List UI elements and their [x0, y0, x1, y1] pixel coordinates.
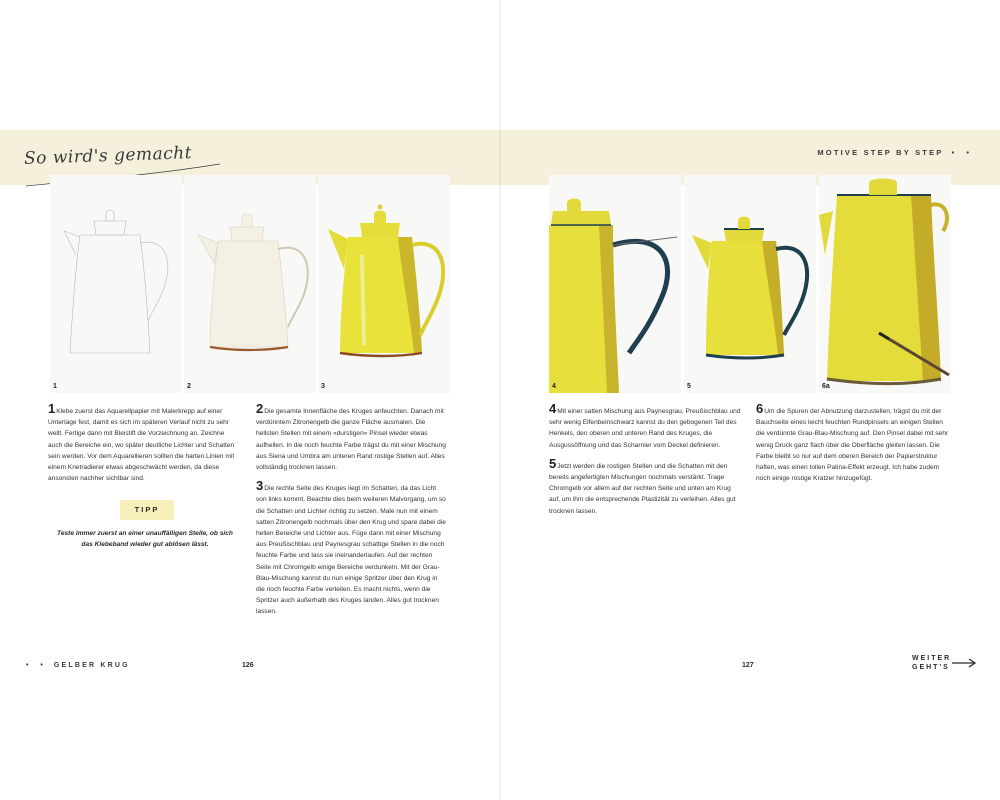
step-body: Klebe zuerst das Aquarellpapier mit Malerkrepp auf einer Unterlage fest, damit es sich im späteren Verlauf nicht zu sehr wellt. Fertige dann mit Bleistift die Vorzeichnung an. Zeichne auch die Bereiche ein, wo später deutliche Lichter und Schatten sein werden. Vor dem Aquarellieren sollten die harten Linien mit einem Knetradierer etwas abgeschwächt werden, da diese ansonsten nachher sichtbar sind.	[48, 408, 235, 483]
footer-dots: • •	[26, 662, 48, 669]
step-number: 4	[549, 401, 557, 416]
page-number-right: 127	[742, 662, 754, 669]
jug-closeup-with-brush-illustration	[819, 175, 951, 393]
pale-washed-jug-illustration	[184, 175, 316, 393]
step-number: 5	[549, 455, 557, 471]
photo-number: 2	[187, 383, 191, 390]
yellow-jug-illustration	[318, 175, 450, 393]
step-2-3-text	[256, 401, 448, 624]
step-photo-5	[684, 175, 816, 393]
step-number: 6	[756, 401, 764, 416]
step-photo-2	[184, 175, 316, 393]
arrow-right-icon[interactable]	[952, 658, 978, 668]
next-label-line2: GEHT'S	[912, 664, 950, 671]
script-title: So wird's gemacht	[23, 143, 193, 169]
step-6-text	[756, 401, 952, 490]
section-header	[817, 148, 974, 157]
step-photo-1	[50, 175, 182, 393]
photo-number: 6a	[822, 383, 830, 390]
step-body: Mit einer satten Mischung aus Paynesgrau, Preußischblau und sehr wenig Elfenbeinschwarz kannst du den gebogenen Teil des Henkels, den oberen und unteren Rand des Kruges, die Ausgussöffnung und das Scharnier vom Deckel definieren.	[549, 408, 741, 449]
tip-label: TIPP	[120, 500, 174, 520]
step-1-text	[48, 401, 238, 490]
step-photo-6a	[819, 175, 951, 393]
pencil-sketch-jug-illustration	[50, 175, 182, 393]
book-gutter	[499, 0, 501, 800]
step-number: 2	[256, 401, 264, 416]
step-photo-4	[549, 175, 681, 393]
next-page-label[interactable]	[912, 654, 951, 672]
step-number: 1	[48, 401, 56, 416]
section-title: MOTIVE STEP BY STEP	[817, 148, 944, 157]
photo-number: 5	[687, 383, 691, 390]
step-body: Um die Spuren der Abnutzung darzustellen, trägst du mit der Bauchseite eines leicht feuchten Rundpinsels an einigen Stellen die verdünnte Grau-Blau-Mischung auf. Den Pinsel dabei mit sehr wenig Druck ganz flach über die Oberfläche gleiten lassen. Die Farbe bleibt so nur auf dem oberen Bereich der Papierstruktur haften, was einen tollen Patina-Effekt erzeugt. Ich habe zudem noch einige rostige Kratzer hinzugefügt.	[756, 408, 949, 483]
step-number: 3	[256, 478, 264, 494]
photo-number: 1	[53, 383, 57, 390]
step-body: Jetzt werden die rostigen Stellen und die Schatten mit den bereits angefertigten Mischungen nochmals verstärkt. Trage Chromgelb vor allem auf der rechten Seite und unten am Krug auf, um ihm die entsprechende Plastizität zu verleihen. Alles gut trocknen lassen.	[549, 462, 736, 515]
step-4-5-text	[549, 401, 743, 523]
photo-number: 4	[552, 383, 556, 390]
step-body: Die gesamte Innenfläche des Kruges anfeuchten. Danach mit verdünntem Zitronengelb die ganze Fläche ausmalen. Die hellsten Stellen mit einem »durstigen« Pinsel wieder etwas aufhellen. In die noch feuchte Farbe trägst du mit einer Mischung aus Siena und Umbra am unteren Rand rostige Stellen auf. Alles vollständig trocknen lassen.	[256, 408, 446, 472]
jug-dark-accents-illustration	[684, 175, 816, 393]
tip-text: Teste immer zuerst an einer unauffälligen Stelle, ob sich das Klebeband wieder gut ablösen lässt.	[57, 530, 233, 549]
header-dots: • •	[951, 148, 974, 157]
next-label-line1: WEITER	[912, 655, 952, 662]
footer-section	[26, 662, 130, 669]
step-photo-3	[318, 175, 450, 393]
page-number-left: 126	[242, 662, 254, 669]
jug-detail-dark-handle-illustration	[549, 175, 681, 393]
photo-number: 3	[321, 383, 325, 390]
step-body: Die rechte Seite des Kruges liegt im Schatten, da das Licht von links kommt. Beachte dies beim weiteren Malvorgang, um so die Schatten und Lichter richtig zu setzen. Male nun mit einem satten Zitronengelb nochmals über den Krug und spare dabei die hellen Bereiche und Lichter aus. Füge dann mit einer Mischung aus Preußischblau und Paynesgrau schattige Stellen in die noch feuchte Farbe und lass sie ineinanderlaufen. Auf der rechten Seite mit Chromgelb einige Bereiche verdunkeln. Mit der Grau-Blau-Mischung kannst du nun einige Spritzer über den Krug in die noch feuchte Farbe verteilen. Es macht nichts, wenn die Spritzer auch außerhalb des Kruges landen. Alles gut trocknen lassen.	[256, 485, 446, 616]
footer-section-title: GELBER KRUG	[53, 662, 130, 669]
